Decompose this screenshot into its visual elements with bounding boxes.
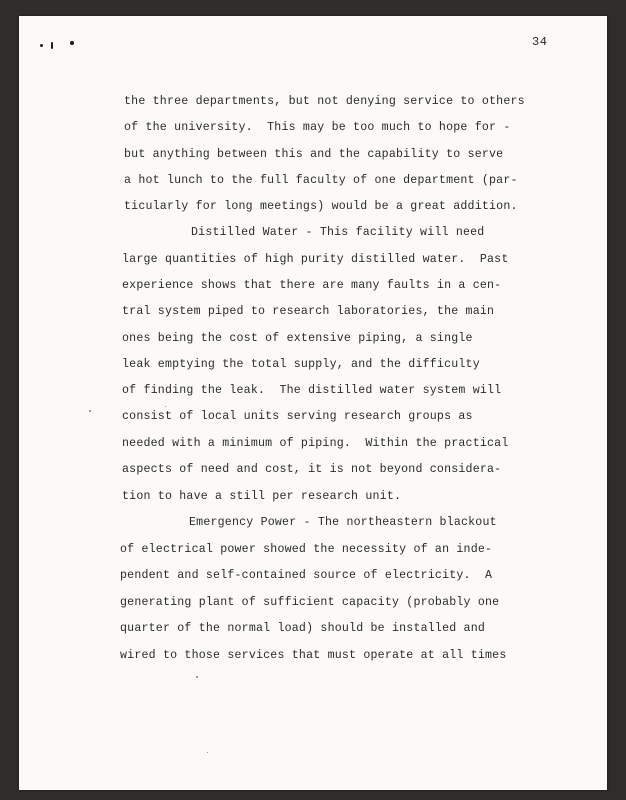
paper-speck: [165, 406, 166, 407]
page-number: 34: [532, 35, 548, 49]
text-line: large quantities of high purity distilled water. Past: [122, 253, 509, 266]
text-line: tral system piped to research laboratories, the main: [122, 305, 495, 318]
text-line: a hot lunch to the full faculty of one department (par-: [124, 174, 518, 187]
paper-speck: [207, 752, 208, 753]
text-line: generating plant of sufficient capacity (probably one: [120, 596, 500, 609]
text-line: quarter of the normal load) should be installed and: [120, 622, 486, 635]
text-line: ticularly for long meetings) would be a great addition.: [124, 200, 518, 213]
paper-speck: [196, 676, 198, 678]
text-line: needed with a minimum of piping. Within the practical: [122, 437, 509, 450]
text-line: leak emptying the total supply, and the difficulty: [122, 358, 480, 371]
paper-speck: [89, 410, 91, 412]
text-line: but anything between this and the capability to serve: [124, 148, 504, 161]
text-line: aspects of need and cost, it is not beyond considera-: [122, 463, 502, 476]
text-line: wired to those services that must operate at all times: [120, 649, 507, 662]
text-line: the three departments, but not denying service to others: [124, 95, 525, 108]
section-heading-line: Emergency Power - The northeastern blackout: [189, 516, 497, 529]
section-heading-line: Distilled Water - This facility will need: [191, 226, 485, 239]
text-line: of the university. This may be too much to hope for -: [124, 121, 511, 134]
text-line: experience shows that there are many faults in a cen-: [122, 279, 502, 292]
text-line: tion to have a still per research unit.: [122, 490, 402, 503]
text-line: of electrical power showed the necessity of an inde-: [120, 543, 493, 556]
text-line: consist of local units serving research groups as: [122, 410, 473, 423]
text-line: ones being the cost of extensive piping, a single: [122, 332, 473, 345]
text-line: of finding the leak. The distilled water system will: [122, 384, 502, 397]
text-line: pendent and self-contained source of electricity. A: [120, 569, 493, 582]
